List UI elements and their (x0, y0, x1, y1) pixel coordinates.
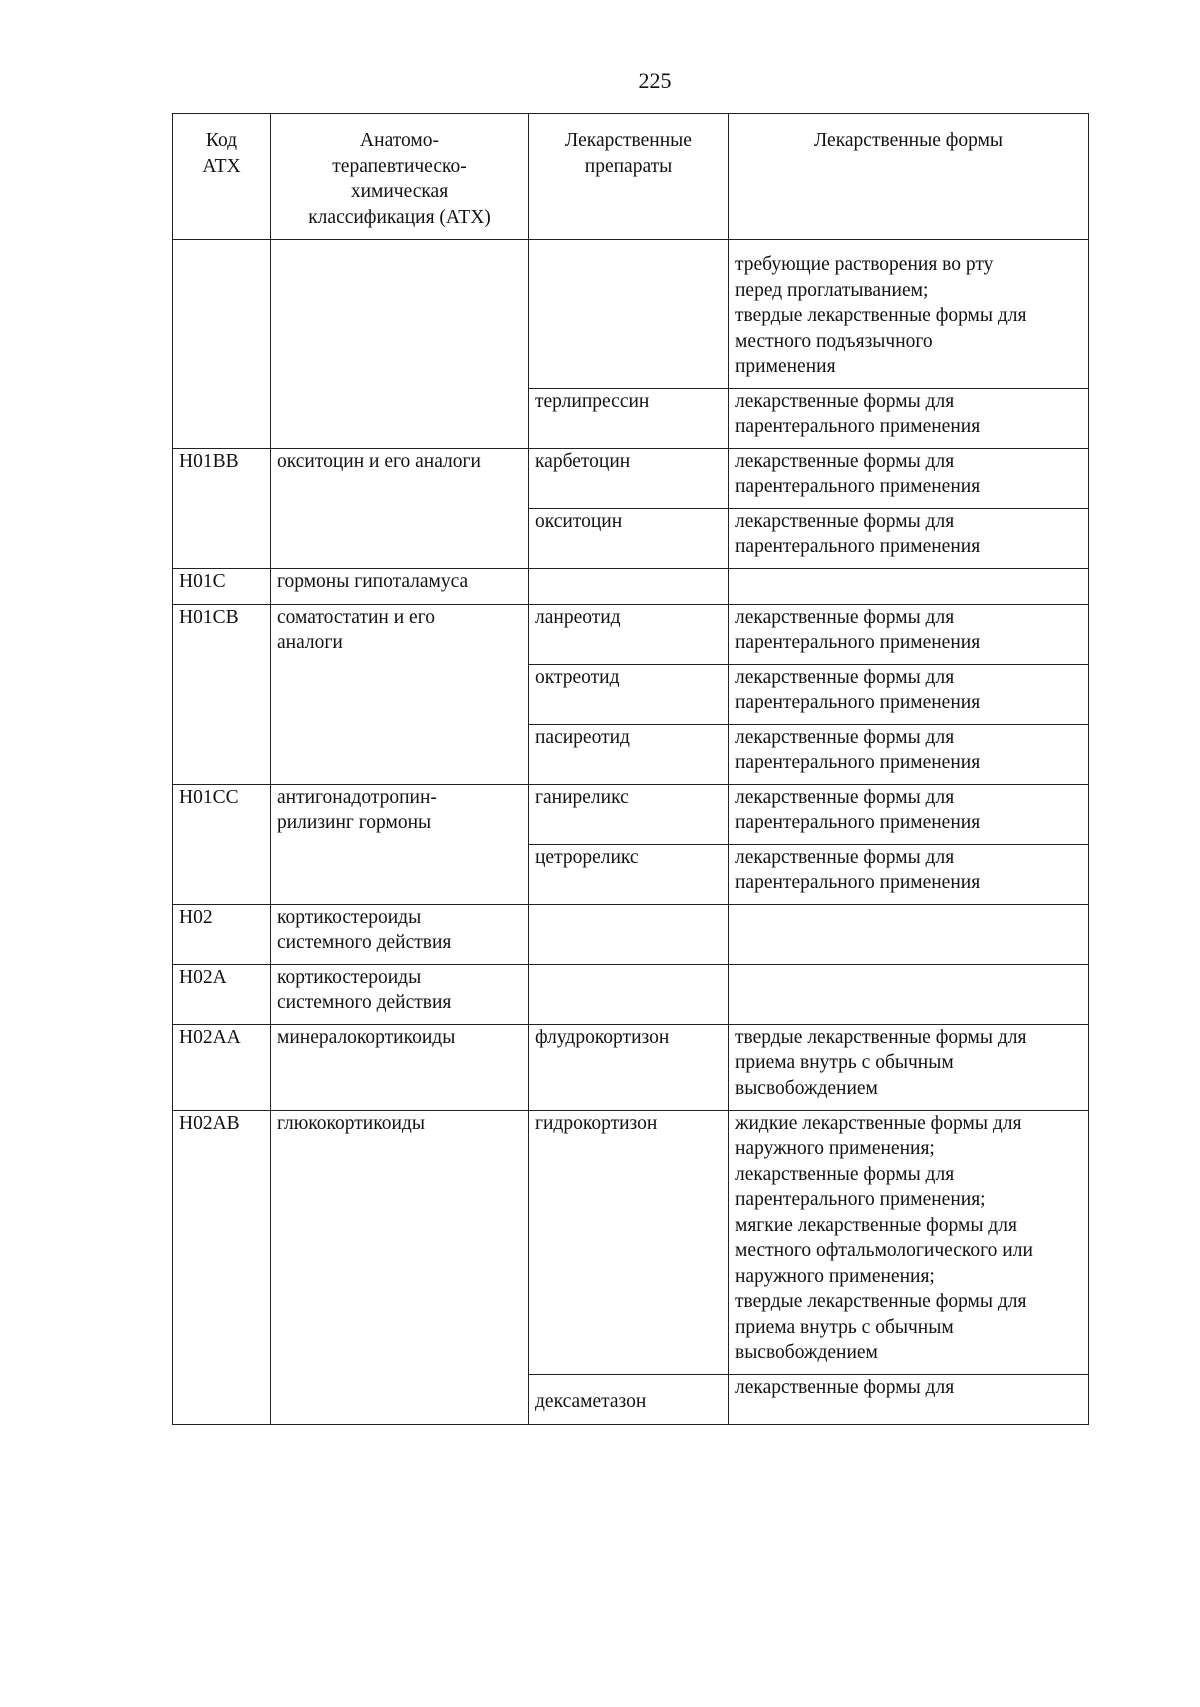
forms-cell: лекарственные формы для парентерального применения (729, 448, 1089, 508)
forms-cell: лекарственные формы для парентерального применения (729, 724, 1089, 784)
forms-cell (729, 964, 1089, 1024)
forms-cell: лекарственные формы для парентерального применения (729, 388, 1089, 448)
atx-class-cell: окситоцин и его аналоги (271, 448, 529, 568)
drug-cell: октреотид (529, 664, 729, 724)
header-atx-code: Код АТХ (173, 114, 271, 240)
table-row (173, 448, 1089, 508)
table-row (173, 604, 1089, 664)
drug-cell (529, 240, 729, 389)
drug-cell (529, 964, 729, 1024)
drug-cell (529, 568, 729, 604)
atx-code-cell: H01C (173, 568, 271, 604)
atx-code-cell: H02A (173, 964, 271, 1024)
atx-code-cell: H01CB (173, 604, 271, 784)
drug-cell: ганиреликс (529, 784, 729, 844)
atx-code-cell: H02AB (173, 1110, 271, 1424)
table-row (173, 784, 1089, 844)
drug-cell: флудрокортизон (529, 1024, 729, 1110)
atx-class-cell: кортикостероиды системного действия (271, 964, 529, 1024)
drug-cell (529, 904, 729, 964)
atx-code-cell: H01BB (173, 448, 271, 568)
forms-cell: лекарственные формы для (729, 1374, 1089, 1424)
forms-cell: лекарственные формы для парентерального применения (729, 844, 1089, 904)
atx-code-cell: H01CC (173, 784, 271, 904)
table-header-row (173, 114, 1089, 240)
forms-cell (729, 904, 1089, 964)
atx-class-cell: минералокортикоиды (271, 1024, 529, 1110)
forms-cell: лекарственные формы для парентерального применения (729, 508, 1089, 568)
forms-cell: лекарственные формы для парентерального применения (729, 604, 1089, 664)
atx-class-cell: гормоны гипоталамуса (271, 568, 529, 604)
table-row (173, 568, 1089, 604)
forms-cell: требующие растворения во рту перед проглатыванием; твердые лекарственные формы для местного подъязычного применения (729, 240, 1089, 389)
drug-cell: карбетоцин (529, 448, 729, 508)
atx-class-cell: глюкокортикоиды (271, 1110, 529, 1424)
drug-cell: гидрокортизон (529, 1110, 729, 1374)
forms-cell (729, 568, 1089, 604)
atx-table (172, 113, 1089, 1425)
drug-cell: пасиреотид (529, 724, 729, 784)
forms-cell: твердые лекарственные формы для приема внутрь с обычным высвобождением (729, 1024, 1089, 1110)
atx-class-cell: антигонадотропин- рилизинг гормоны (271, 784, 529, 904)
atx-code-cell: H02 (173, 904, 271, 964)
drug-cell: дексаметазон (529, 1374, 729, 1424)
table-row (173, 1110, 1089, 1374)
page-number: 225 (638, 68, 672, 93)
forms-cell: лекарственные формы для парентерального применения (729, 664, 1089, 724)
header-dosage-forms: Лекарственные формы (729, 114, 1089, 240)
drug-cell: цетрореликс (529, 844, 729, 904)
forms-cell: жидкие лекарственные формы для наружного применения; лекарственные формы для парентерального применения; мягкие лекарственные формы для местного офтальмологического или наружного применения; твердые лекарственные формы для приема внутрь с обычным высвобождением (729, 1110, 1089, 1374)
table-row (173, 904, 1089, 964)
atx-class-cell: соматостатин и его аналоги (271, 604, 529, 784)
forms-cell: лекарственные формы для парентерального применения (729, 784, 1089, 844)
table-row (173, 240, 1089, 389)
table-row (173, 1024, 1089, 1110)
atx-class-cell (271, 240, 529, 449)
header-atx-classification: Анатомо- терапевтическо- химическая классификация (АТХ) (271, 114, 529, 240)
drug-cell: окситоцин (529, 508, 729, 568)
drug-cell: ланреотид (529, 604, 729, 664)
atx-code-cell: H02AA (173, 1024, 271, 1110)
atx-class-cell: кортикостероиды системного действия (271, 904, 529, 964)
header-drugs: Лекарственные препараты (529, 114, 729, 240)
table-row (173, 964, 1089, 1024)
drug-cell: терлипрессин (529, 388, 729, 448)
atx-code-cell (173, 240, 271, 449)
